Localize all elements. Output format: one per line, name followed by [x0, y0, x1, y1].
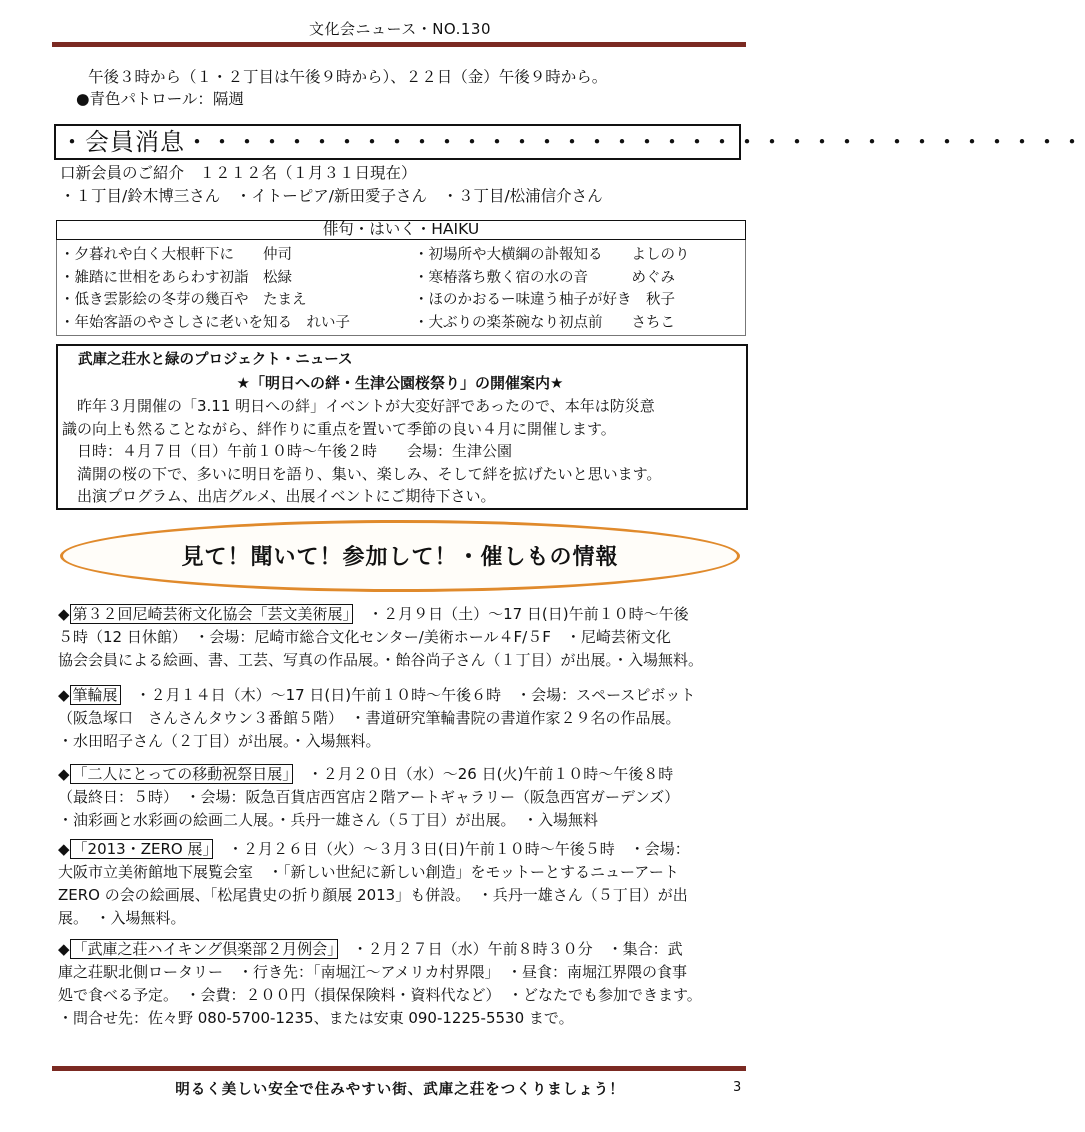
event-label: 「武庫之荘ハイキング倶楽部２月例会」: [70, 939, 338, 959]
event-item: [58, 763, 679, 832]
project-news-title: 武庫之荘水と緑のプロジェクト・ニュース: [78, 352, 353, 368]
event-line: 庫之荘駅北側ロータリー ・行き先：「南堀江～アメリカ村界隈」 ・昼食：南堀江界隈の食事: [58, 963, 687, 981]
members-news-title: ・会員消息・・・・・・・・・・・・・・・・・・・・・・・・・・・・・・・・・・・・: [60, 128, 1085, 156]
newsletter-title: 文化会ニュース・NO.130: [308, 20, 492, 38]
diamond-bullet-icon: ◆: [58, 686, 70, 704]
event-line: （最終日：５時） ・会場：阪急百貨店西宮店２階アートギャラリー（阪急西宮ガーデンズ）: [58, 788, 680, 806]
sakura-festival-heading: ★「明日への絆・生津公園桜祭り」の開催案内★: [236, 374, 564, 392]
diamond-bullet-icon: ◆: [58, 605, 70, 623]
haiku-left-column: [60, 244, 350, 334]
project-line: 満開の桜の下で、多いに明日を語り、集い、楽しみ、そして絆を拡げたいと思います。: [62, 464, 662, 483]
event-label: 「2013・ZERO 展」: [70, 839, 213, 859]
haiku-item: ・低き雲影絵の冬芽の幾百や たまえ: [60, 292, 307, 308]
haiku-item: ・年始客語のやさしさに老いを知る れい子: [60, 314, 350, 331]
new-members-intro: 口新会員のご紹介 １２１２名（１月３１日現在）: [60, 164, 417, 182]
project-line: 識の向上も然ることながら、絆作りに重点を置いて季節の良い４月に開催します。: [62, 419, 616, 438]
event-line: ・水田昭子さん（２丁目）が出展。・入場無料。: [58, 732, 381, 750]
event-first-line: ・２月１４日（木）～17 日(日)午前１０時～午後６時 ・会場：スペースピボット: [120, 686, 696, 704]
event-line: 大阪市立美術館地下展覧会室 ・「新しい世紀に新しい創造」をモットーとするニューアート: [58, 863, 679, 881]
event-line: ZERO の会の絵画展、「松尾貴史の折り顔展 2013」も併設。 ・兵丹一雄さん（５丁目）が出: [58, 886, 688, 904]
haiku-item: ・大ぶりの楽茶碗なり初点前 さちこ: [414, 314, 675, 331]
haiku-item: ・初場所や大横綱の訃報知る よしのり: [414, 247, 690, 263]
event-line: ・油彩画と水彩画の絵画二人展。・兵丹一雄さん（５丁目）が出展。 ・入場無料: [58, 811, 599, 829]
event-label: 第３２回尼崎芸術文化協会「芸文美術展」: [70, 604, 354, 624]
event-item: [58, 838, 690, 930]
project-line: 出演プログラム、出店グルメ、出展イベントにご期待下さい。: [62, 487, 496, 505]
event-line: 展。 ・入場無料。: [58, 909, 186, 927]
event-item: [58, 603, 703, 672]
event-item: [58, 938, 702, 1030]
footer-slogan: 明るく美しい安全で住みやすい街、武庫之荘をつくりましょう！: [175, 1082, 625, 1098]
project-news-body: [62, 395, 661, 508]
diamond-bullet-icon: ◆: [58, 765, 70, 783]
diamond-bullet-icon: ◆: [58, 940, 70, 958]
project-line: 昨年３月開催の「3.11 明日への絆」イベントが大変好評であったので、本年は防災意: [62, 397, 655, 415]
event-first-line: ・２月２６日（火）～３月３日(日)午前１０時～午後５時 ・会場：: [212, 840, 690, 858]
header-rule: [52, 42, 746, 47]
haiku-right-column: [414, 244, 690, 334]
event-line: 協会会員による絵画、書、工芸、写真の作品展。・飴谷尚子さん（１丁目）が出展。・入場無料。: [58, 651, 704, 669]
event-first-line: ・２月２７日（水）午前８時３０分 ・集合：武: [337, 940, 683, 958]
haiku-title-bar: [56, 220, 746, 240]
event-line: 処で食べる予定。 ・会費：２００円（損保保険料・資料代など） ・どなたでも参加できます。: [58, 986, 702, 1004]
diamond-bullet-icon: ◆: [58, 840, 70, 858]
haiku-title: 俳句・はいく・HAIKU: [322, 220, 480, 238]
event-line: （阪急塚口 さんさんタウン３番館５階） ・書道研究筆輪書院の書道作家２９名の作品展。: [58, 709, 681, 727]
new-members-list: ・１丁目/鈴木博三さん ・イトーピア/新田愛子さん ・３丁目/松浦信介さん: [60, 187, 603, 205]
members-news-box: [54, 124, 1085, 160]
footer-rule: [52, 1066, 746, 1071]
haiku-item: ・寒椿落ち敷く宿の水の音 めぐみ: [414, 269, 675, 286]
haiku-item: ・夕暮れや白く大根軒下に 仲司: [60, 247, 292, 263]
event-item: [58, 684, 695, 753]
project-line: 日時：４月７日（日）午前１０時～午後２時 会場：生津公園: [62, 442, 513, 460]
haiku-item: ・雑踏に世相をあらわす初詣 松緑: [60, 269, 292, 286]
haiku-item: ・ほのかおるー味違う柚子が好き 秋子: [414, 292, 675, 308]
event-label: 筆輪展: [70, 685, 121, 705]
event-first-line: ・２月２０日（水）～26 日(火)午前１０時～午後８時: [292, 765, 674, 783]
event-line: ５時（12 日休館） ・会場：尼崎市総合文化センター/美術ホール４F/５F ・尼崎芸術文化: [58, 628, 671, 646]
events-banner-title: 見て！聞いて！参加して！・催しもの情報: [181, 545, 619, 570]
event-line: ・問合せ先：佐々野 080-5700-1235、または安東 090-1225-5530 まで。: [58, 1009, 574, 1027]
event-label: 「二人にとっての移動祝祭日展」: [70, 764, 293, 784]
patrol-schedule-text: 午後３時から（１・２丁目は午後９時から）、２２日（金）午後９時から。: [88, 68, 608, 86]
page-number: 3: [733, 1080, 742, 1095]
event-first-line: ・２月９日（土）～17 日(日)午前１０時～午後: [353, 605, 689, 623]
blue-patrol-text: ●青色パトロール：隔週: [76, 90, 244, 108]
